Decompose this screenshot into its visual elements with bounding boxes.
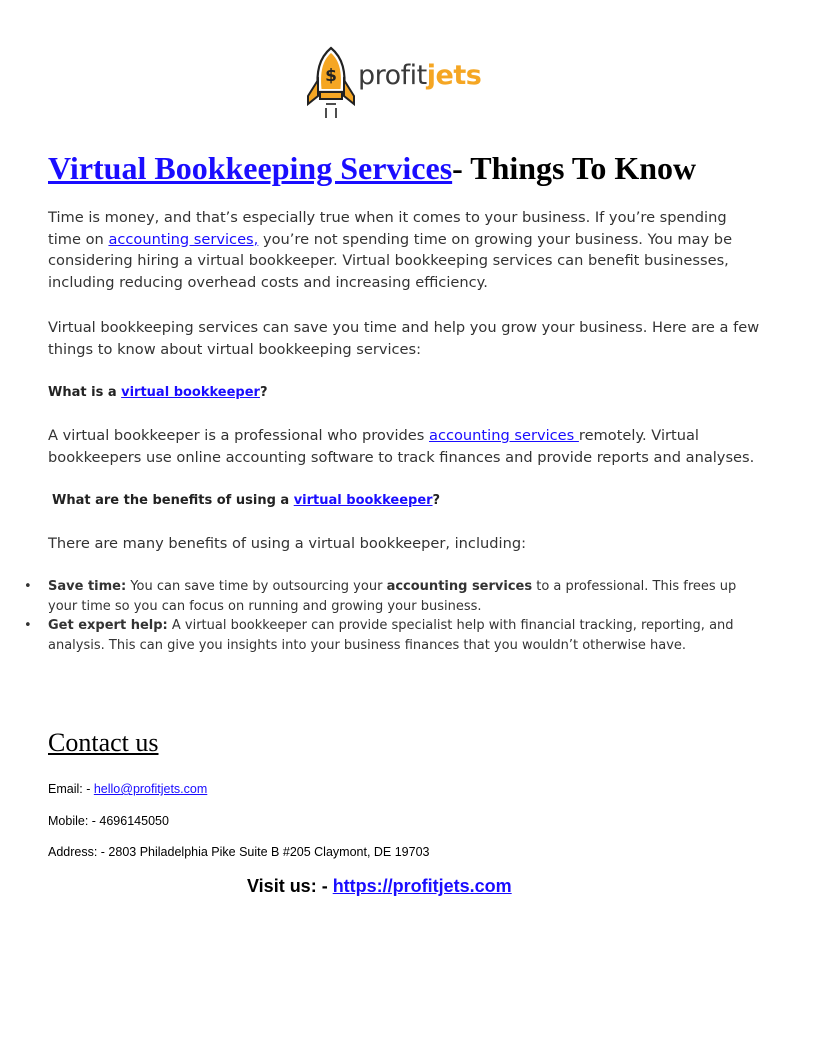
bullet-label: Get expert help: — [48, 618, 168, 633]
virtual-bookkeeper-link-1[interactable]: virtual bookkeeper — [121, 385, 260, 400]
benefits-intro: There are many benefits of using a virtual bookkeeper, including: — [48, 535, 526, 552]
logo-text-profit: profit — [358, 60, 427, 91]
contact-heading: Contact us — [48, 728, 159, 757]
bullet-glyph: • — [24, 618, 32, 633]
title-rest: - Things To Know — [452, 150, 697, 186]
accounting-services-link-2[interactable]: accounting services — [429, 427, 579, 444]
contact-address: Address: - 2803 Philadelphia Pike Suite B #205 Claymont, DE 19703 — [48, 845, 430, 859]
benefits-list — [24, 577, 764, 655]
title-link[interactable]: Virtual Bookkeeping Services — [48, 150, 453, 186]
section1-paragraph — [48, 425, 764, 468]
logo-text-jets: jets — [426, 60, 482, 91]
rocket-dollar-icon — [305, 46, 357, 128]
intro-p1-text-after: you’re not spending time on growing your business. You may be considering hiring a virtual bookkeeper. Virtual bookkeeping services can benefit businesses, including reducing overhead costs and increasing efficiency. — [48, 230, 733, 291]
section2-head-before: What are the benefits of using a — [52, 493, 294, 508]
bullet-label: Save time: — [48, 579, 127, 594]
bullet-glyph: • — [24, 579, 32, 594]
section1-body-before: A virtual bookkeeper is a professional who provides — [48, 427, 430, 444]
virtual-bookkeeper-link-2[interactable]: virtual bookkeeper — [293, 493, 433, 508]
section1-body-after: remotely. Virtual bookkeepers use online accounting software to track finances and provide reports and analyses. — [48, 427, 755, 466]
intro-paragraph-1 — [48, 207, 764, 293]
section-heading-what-is — [48, 385, 268, 400]
intro-p1-text-before: Time is money, and that’s especially true when it comes to your business. If you’re spending time on — [48, 209, 727, 248]
bullet-text: You can save time by outsourcing your — [126, 579, 387, 594]
visit-us — [247, 876, 512, 897]
accounting-services-link[interactable]: accounting services, — [108, 230, 259, 248]
profitjets-logo — [305, 46, 505, 128]
bullet-text: A virtual bookkeeper can provide specialist help with financial tracking, reporting, and analysis. This can give you insights into your business finances that you wouldn’t otherwise have. — [48, 618, 734, 653]
list-item — [24, 577, 764, 616]
website-link[interactable]: https://profitjets.com — [332, 876, 512, 896]
visit-label: Visit us: - — [247, 876, 333, 896]
bullet-bold: accounting services — [386, 579, 533, 594]
intro-paragraph-2: Virtual bookkeeping services can save you time and help you grow your business. Here are a few things to know about virtual bookkeeping services: — [48, 319, 760, 358]
contact-email — [48, 782, 207, 796]
section1-head-after: ? — [259, 385, 268, 400]
section-heading-benefits — [52, 493, 440, 508]
email-label: Email: - — [48, 782, 94, 796]
logo-wordmark — [358, 60, 481, 91]
dollar-sign: $ — [325, 66, 337, 86]
section1-head-before: What is a — [48, 385, 122, 400]
email-link[interactable]: hello@profitjets.com — [93, 782, 208, 796]
page-title — [48, 150, 696, 187]
contact-mobile: Mobile: - 4696145050 — [48, 814, 169, 828]
bullet-text-after: to a professional. This frees up your time so you can focus on running and growing your business. — [48, 579, 737, 614]
list-item — [24, 616, 764, 655]
section2-head-after: ? — [432, 493, 441, 508]
